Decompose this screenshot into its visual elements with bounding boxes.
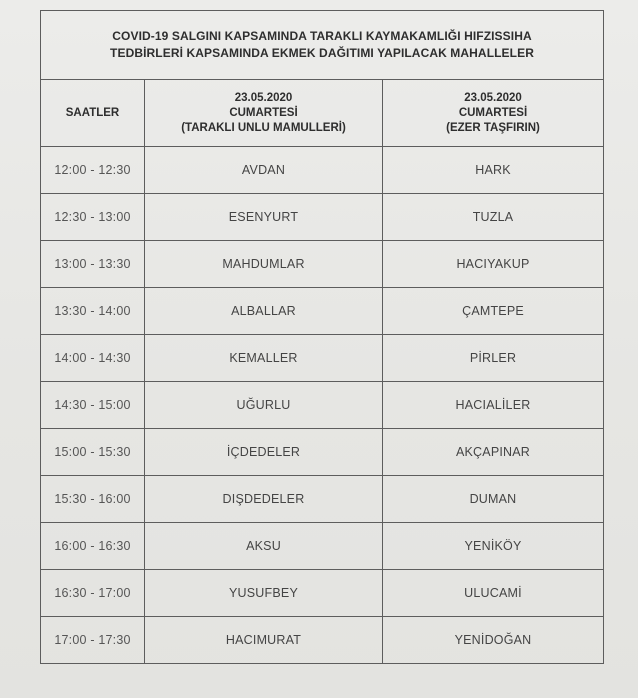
neighborhood-cell-bakery-2: HACIYAKUP — [383, 241, 604, 288]
time-cell: 15:30 - 16:00 — [41, 476, 145, 523]
time-cell: 15:00 - 15:30 — [41, 429, 145, 476]
neighborhood-cell-bakery-1: AKSU — [145, 523, 383, 570]
neighborhood-cell-bakery-2: ÇAMTEPE — [383, 288, 604, 335]
time-cell: 14:30 - 15:00 — [41, 382, 145, 429]
neighborhood-cell-bakery-2: TUZLA — [383, 194, 604, 241]
neighborhood-cell-bakery-1: ALBALLAR — [145, 288, 383, 335]
header-date: 23.05.2020 — [464, 91, 522, 104]
table-row — [41, 335, 604, 382]
neighborhood-cell-bakery-2: AKÇAPINAR — [383, 429, 604, 476]
table-row — [41, 288, 604, 335]
neighborhood-cell-bakery-2: ULUCAMİ — [383, 570, 604, 617]
neighborhood-cell-bakery-2: HARK — [383, 147, 604, 194]
neighborhood-cell-bakery-2: YENİDOĞAN — [383, 617, 604, 664]
header-bakery-name: (EZER TAŞFIRIN) — [446, 121, 540, 134]
neighborhood-cell-bakery-2: YENİKÖY — [383, 523, 604, 570]
neighborhood-cell-bakery-2: PİRLER — [383, 335, 604, 382]
header-day: CUMARTESİ — [458, 106, 528, 119]
table-title — [41, 11, 604, 80]
header-day: CUMARTESİ — [229, 106, 298, 119]
time-cell: 13:30 - 14:00 — [41, 288, 145, 335]
title-line-1: COVID-19 SALGINI KAPSAMINDA TARAKLI KAYMAKAMLIĞI HIFZISSIHA — [112, 29, 532, 43]
neighborhood-cell-bakery-1: KEMALLER — [145, 335, 383, 382]
table-row — [41, 241, 604, 288]
header-row — [41, 80, 604, 147]
title-line-2: TEDBİRLERİ KAPSAMINDA EKMEK DAĞITIMI YAPILACAK MAHALLELER — [110, 46, 534, 60]
time-cell: 12:30 - 13:00 — [41, 194, 145, 241]
time-cell: 16:00 - 16:30 — [41, 523, 145, 570]
table-row — [41, 194, 604, 241]
header-bakery-name: (TARAKLI UNLU MAMULLERİ) — [181, 121, 346, 134]
table-row — [41, 523, 604, 570]
neighborhood-cell-bakery-1: HACIMURAT — [145, 617, 383, 664]
header-bakery-2 — [383, 80, 604, 147]
table-row — [41, 382, 604, 429]
time-cell: 13:00 - 13:30 — [41, 241, 145, 288]
neighborhood-cell-bakery-1: DIŞDEDELER — [145, 476, 383, 523]
header-date: 23.05.2020 — [234, 91, 293, 104]
table-body — [41, 11, 604, 664]
neighborhood-cell-bakery-1: AVDAN — [145, 147, 383, 194]
header-bakery-1 — [145, 80, 383, 147]
header-times: SAATLER — [41, 80, 145, 147]
table-row — [41, 570, 604, 617]
title-row — [41, 11, 604, 80]
bread-distribution-table — [40, 10, 604, 664]
neighborhood-cell-bakery-1: İÇDEDELER — [145, 429, 383, 476]
neighborhood-cell-bakery-1: UĞURLU — [145, 382, 383, 429]
neighborhood-cell-bakery-1: ESENYURT — [145, 194, 383, 241]
table-row — [41, 476, 604, 523]
neighborhood-cell-bakery-1: YUSUFBEY — [145, 570, 383, 617]
neighborhood-cell-bakery-2: HACIALİLER — [383, 382, 604, 429]
neighborhood-cell-bakery-2: DUMAN — [383, 476, 604, 523]
neighborhood-cell-bakery-1: MAHDUMLAR — [145, 241, 383, 288]
table-row — [41, 617, 604, 664]
table-row — [41, 147, 604, 194]
time-cell: 12:00 - 12:30 — [41, 147, 145, 194]
time-cell: 17:00 - 17:30 — [41, 617, 145, 664]
table-row — [41, 429, 604, 476]
time-cell: 16:30 - 17:00 — [41, 570, 145, 617]
time-cell: 14:00 - 14:30 — [41, 335, 145, 382]
